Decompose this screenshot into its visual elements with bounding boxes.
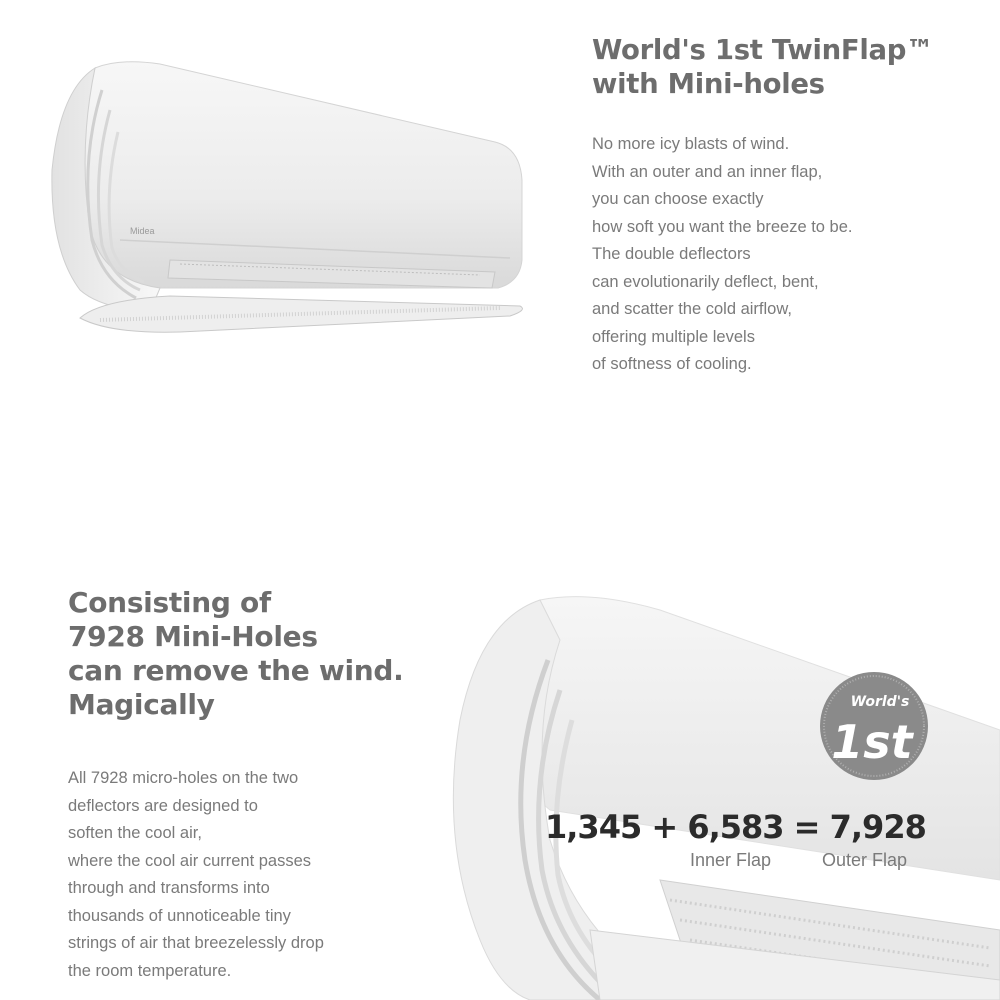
heading-line: can remove the wind. bbox=[68, 654, 404, 688]
description-line: All 7928 micro-holes on the two bbox=[68, 769, 299, 787]
description-line: can evolutionarily deflect, bent, bbox=[592, 272, 819, 291]
description-line: the room temperature. bbox=[68, 961, 232, 980]
air-conditioner-closeup-image bbox=[430, 580, 1000, 1000]
description-line: soften the cool air, bbox=[68, 824, 202, 842]
description-line: you can choose exactly bbox=[592, 190, 764, 208]
description-line: through and transforms into bbox=[68, 879, 270, 897]
description-line: strings of air that breezelessly drop bbox=[68, 934, 324, 952]
mini-holes-description bbox=[68, 765, 324, 985]
description-line: thousands of unnoticeable tiny bbox=[68, 906, 291, 925]
mini-holes-heading bbox=[68, 586, 404, 723]
heading-line: World's 1st TwinFlap™ bbox=[592, 34, 934, 66]
air-conditioner-unit-image bbox=[40, 50, 540, 350]
mini-holes-equation: 1,345 + 6,583 = 7,928 bbox=[545, 808, 926, 846]
description-line: of softness of cooling. bbox=[592, 355, 752, 373]
description-line: offering multiple levels bbox=[592, 327, 755, 346]
description-line: No more icy blasts of wind. bbox=[592, 135, 790, 153]
twinflap-description bbox=[592, 131, 853, 379]
description-line: and scatter the cold airflow, bbox=[592, 300, 792, 318]
heading-line: 7928 Mini-Holes bbox=[68, 620, 318, 654]
description-line: how soft you want the breeze to be. bbox=[592, 217, 853, 236]
description-line: where the cool air current passes bbox=[68, 851, 312, 870]
heading-line: Magically bbox=[68, 688, 215, 722]
worlds-first-badge bbox=[818, 670, 930, 782]
heading-line: Consisting of bbox=[68, 586, 271, 619]
brand-logo: Midea bbox=[130, 226, 155, 236]
outer-flap-label: Outer Flap bbox=[822, 850, 908, 870]
inner-flap-label: Inner Flap bbox=[690, 850, 772, 870]
twinflap-heading bbox=[592, 34, 933, 101]
badge-line1: World's bbox=[850, 694, 910, 710]
description-line: With an outer and an inner flap, bbox=[592, 162, 823, 181]
description-line: The double deflectors bbox=[592, 245, 751, 263]
heading-line: with Mini-holes bbox=[592, 67, 825, 100]
description-line: deflectors are designed to bbox=[68, 796, 258, 815]
badge-line2: 1st bbox=[831, 715, 913, 769]
